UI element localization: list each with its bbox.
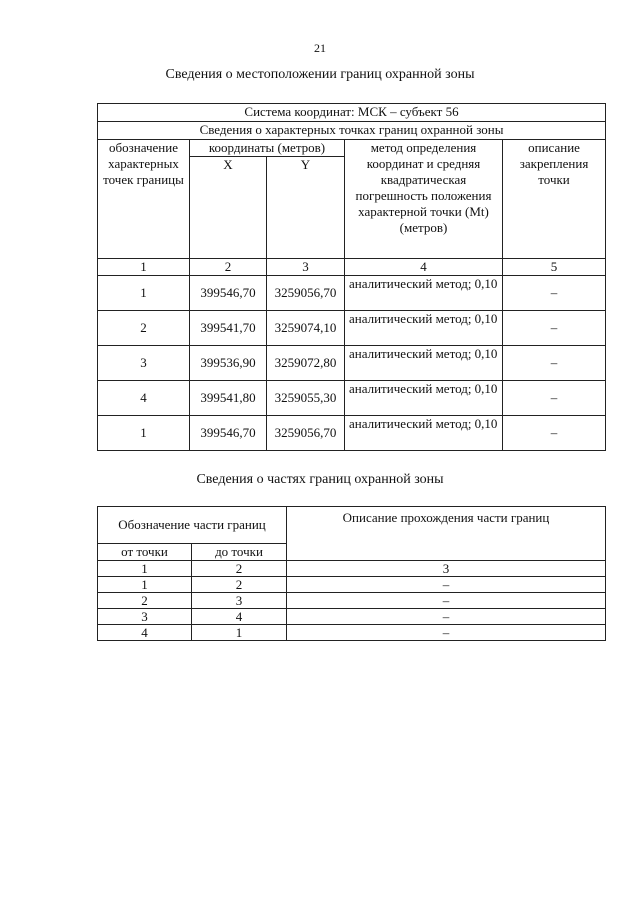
location-heading: Сведения о местоположении границ охранной зоны (165, 67, 475, 82)
header-from-point: от точки (98, 544, 192, 561)
fixing-cell: – (503, 276, 606, 311)
fixing-cell: – (503, 346, 606, 381)
y-cell: 3259056,70 (267, 416, 345, 451)
table-row (98, 416, 606, 451)
method-cell: аналитический метод; 0,10 (345, 381, 503, 416)
table-row (98, 609, 606, 625)
method-cell: аналитический метод; 0,10 (345, 416, 503, 451)
method-cell: аналитический метод; 0,10 (345, 276, 503, 311)
to-cell: 4 (192, 609, 287, 625)
table-row (98, 593, 606, 609)
header-part-description: Описание прохождения части границ (287, 507, 606, 561)
header-y: Y (267, 157, 345, 259)
header-fixing: описание закрепления точки (503, 140, 606, 259)
header-method: метод определения координат и средняя квадратическая погрешность положения характерной точки (Mt) (метров) (345, 140, 503, 259)
boundary-parts-table (97, 506, 606, 641)
section-title-cell: Сведения о характерных точках границ охранной зоны (98, 122, 606, 140)
fixing-cell: – (503, 381, 606, 416)
y-cell: 3259074,10 (267, 311, 345, 346)
index-row (98, 561, 606, 577)
index-cell: 5 (503, 259, 606, 276)
table-row (98, 577, 606, 593)
index-cell: 2 (190, 259, 267, 276)
page-number: 21 (314, 41, 326, 55)
to-cell: 2 (192, 577, 287, 593)
index-cell: 1 (98, 561, 192, 577)
index-row (98, 259, 606, 276)
table-row (98, 625, 606, 641)
table-row (98, 346, 606, 381)
coordinates-table (97, 103, 606, 451)
header-point-designation: обозначение характерных точек границы (98, 140, 190, 259)
y-cell: 3259055,30 (267, 381, 345, 416)
x-cell: 399536,90 (190, 346, 267, 381)
to-cell: 3 (192, 593, 287, 609)
header-x: X (190, 157, 267, 259)
point-cell: 4 (98, 381, 190, 416)
description-cell: – (287, 625, 606, 641)
x-cell: 399546,70 (190, 276, 267, 311)
index-cell: 4 (345, 259, 503, 276)
index-cell: 1 (98, 259, 190, 276)
description-cell: – (287, 593, 606, 609)
index-cell: 3 (287, 561, 606, 577)
table-row (98, 276, 606, 311)
fixing-cell: – (503, 311, 606, 346)
header-coordinates: координаты (метров) (190, 140, 345, 157)
parts-heading: Сведения о частях границ охранной зоны (196, 472, 444, 487)
point-cell: 3 (98, 346, 190, 381)
fixing-cell: – (503, 416, 606, 451)
x-cell: 399546,70 (190, 416, 267, 451)
point-cell: 2 (98, 311, 190, 346)
x-cell: 399541,80 (190, 381, 267, 416)
description-cell: – (287, 577, 606, 593)
header-to-point: до точки (192, 544, 287, 561)
index-cell: 2 (192, 561, 287, 577)
header-part-designation: Обозначение части границ (98, 507, 287, 544)
coordinate-system-cell: Система координат: МСК – субъект 56 (98, 104, 606, 122)
method-cell: аналитический метод; 0,10 (345, 311, 503, 346)
from-cell: 3 (98, 609, 192, 625)
index-cell: 3 (267, 259, 345, 276)
description-cell: – (287, 609, 606, 625)
point-cell: 1 (98, 416, 190, 451)
from-cell: 4 (98, 625, 192, 641)
table-row (98, 381, 606, 416)
y-cell: 3259056,70 (267, 276, 345, 311)
table-row (98, 311, 606, 346)
to-cell: 1 (192, 625, 287, 641)
y-cell: 3259072,80 (267, 346, 345, 381)
point-cell: 1 (98, 276, 190, 311)
x-cell: 399541,70 (190, 311, 267, 346)
from-cell: 1 (98, 577, 192, 593)
from-cell: 2 (98, 593, 192, 609)
method-cell: аналитический метод; 0,10 (345, 346, 503, 381)
